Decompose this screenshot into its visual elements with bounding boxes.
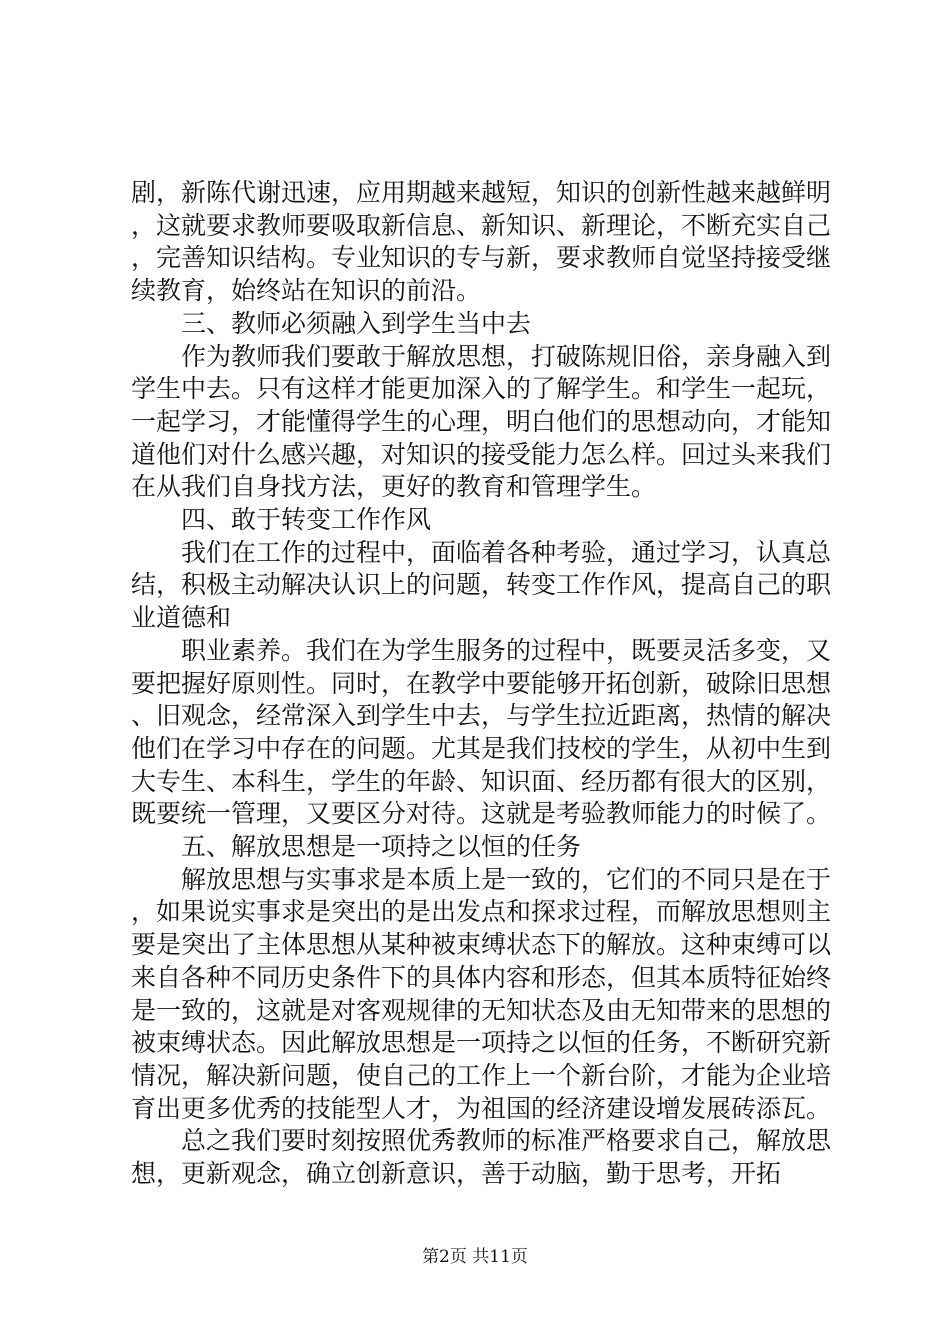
paragraph: 作为教师我们要敢于解放思想，打破陈规旧俗，亲身融入到学生中去。只有这样才能更加深入的了解学生。和学生一起玩，一起学习，才能懂得学生的心理，明白他们的思想动向，才能知道他们对什么感兴趣，对知识的接受能力怎么样。回过头来我们在从我们自身找方法，更好的教育和管理学生。: [131, 341, 832, 502]
paragraph: 解放思想与实事求是本质上是一致的，它们的不同只是在于，如果说实事求是突出的是出发点和探求过程，而解放思想则主要是突出了主体思想从某种被束缚状态下的解放。这种束缚可以来自各种不同历史条件下的具体内容和形态，但其本质特征始终是一致的，这就是对客观规律的无知状态及由无知带来的思想的被束缚状态。因此解放思想是一项持之以恒的任务，不断研究新情况，解决新问题，使自己的工作上一个新台阶，才能为企业培育出更多优秀的技能型人才，为祖国的经济建设增发展砖添瓦。: [131, 864, 832, 1123]
section-heading-4: 四、敢于转变工作作风: [181, 505, 432, 535]
section-heading-3: 三、教师必须融入到学生当中去: [181, 308, 532, 338]
page-number-footer: 第2页 共11页: [422, 1247, 528, 1267]
paragraph: 我们在工作的过程中，面临着各种考验，通过学习，认真总结，积极主动解决认识上的问题，转变工作作风，提高自己的职业道德和: [131, 537, 832, 633]
section-heading-5: 五、解放思想是一项持之以恒的任务: [181, 832, 582, 862]
paragraph: 职业素养。我们在为学生服务的过程中，既要灵活多变，又要把握好原则性。同时，在教学中要能够开拓创新，破除旧思想、旧观念，经常深入到学生中去，与学生拉近距离，热情的解决他们在学习中存在的问题。尤其是我们技校的学生，从初中生到大专生、本科生，学生的年龄、知识面、经历都有很大的区别，既要统一管理，又要区分对待。这就是考验教师能力的时候了。: [131, 635, 832, 829]
paragraph-continuation: 剧，新陈代谢迅速，应用期越来越短，知识的创新性越来越鲜明，这就要求教师要吸取新信息、新知识、新理论，不断充实自己，完善知识结构。专业知识的专与新，要求教师自觉坚持接受继续教育，始终站在知识的前沿。: [131, 178, 832, 306]
paragraph: 总之我们要时刻按照优秀教师的标准严格要求自己，解放思想，更新观念，确立创新意识，善于动脑，勤于思考，开拓: [131, 1126, 832, 1189]
document-body: [131, 177, 831, 1191]
